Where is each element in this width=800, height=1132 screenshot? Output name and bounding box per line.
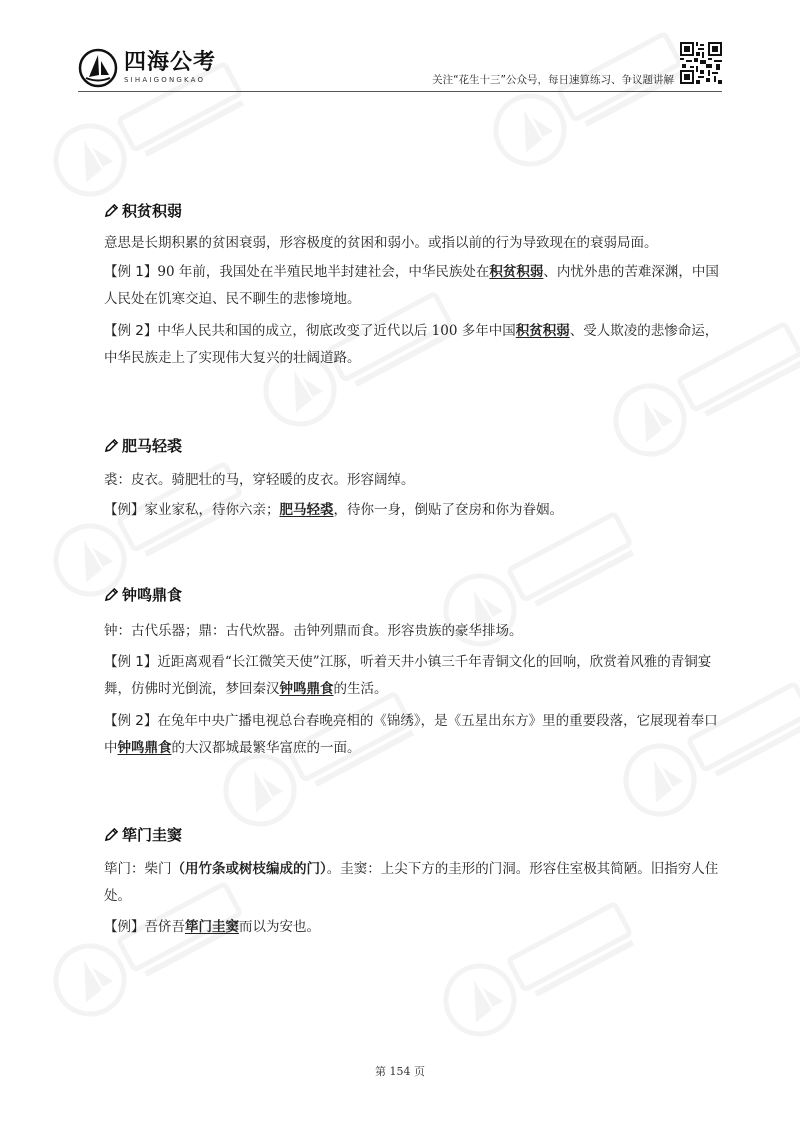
example-paragraph: 【例】吾侪吾筚门圭窦而以为安也。 bbox=[104, 919, 320, 935]
example-paragraph: 【例 2】在兔年中央广播电视总台春晚亮相的《锦绣》，是《五星出东方》里的重要段落，它展现着奉口中钟鸣鼎食的大汉都城最繁华富庶的一面。 bbox=[104, 713, 718, 756]
qr-code-icon bbox=[680, 42, 722, 84]
example-paragraph: 【例 1】90 年前，我国处在半殖民地半封建社会，中华民族处在积贫积弱、内忧外患的苦难深渊，中国人民处在饥寒交迫、民不聊生的悲惨境地。 bbox=[104, 264, 719, 307]
entry-title: 肥马轻裘 bbox=[104, 435, 182, 455]
pencil-icon bbox=[104, 827, 119, 842]
logo-chinese-name: 四海公考 bbox=[124, 50, 217, 75]
header-slogan: 关注“花生十三”公众号，每日速算练习、争议题讲解 bbox=[432, 74, 674, 86]
header-divider bbox=[78, 91, 722, 92]
entry-definition: 钟：古代乐器；鼎：古代炊器。击钟列鼎而食。形容贵族的豪华排场。 bbox=[104, 623, 523, 639]
keyword: 钟鸣鼎食 bbox=[279, 681, 334, 697]
example-paragraph: 【例 1】近距离观看“长江微笑天使”江豚，听着天井小镇三千年青铜文化的回响，欣赏着风雅的青铜宴舞，仿佛时光倒流，梦回秦汉钟鸣鼎食的生活。 bbox=[104, 654, 712, 697]
keyword: 钟鸣鼎食 bbox=[117, 740, 172, 756]
sailboat-logo-icon bbox=[78, 48, 118, 88]
entry-definition: 意思是长期积累的贫困衰弱，形容极度的贫困和弱小。或指以前的行为导致现在的衰弱局面。 bbox=[104, 235, 658, 251]
entry-title: 积贫积弱 bbox=[104, 200, 182, 220]
entry-title: 钟鸣鼎食 bbox=[104, 584, 182, 604]
entry-definition: 筚门：柴门（用竹条或树枝编成的门）。圭窦：上尖下方的圭形的门洞。形容住室极其简陋。旧指穷人住处。 bbox=[104, 861, 719, 904]
pencil-icon bbox=[104, 438, 119, 453]
example-paragraph: 【例 2】中华人民共和国的成立，彻底改变了近代以后 100 多年中国积贫积弱、受人欺凌的悲惨命运，中华民族走上了实现伟大复兴的壮阔道路。 bbox=[104, 323, 719, 366]
example-paragraph: 【例】家业家私，待你六亲；肥马轻裘，待你一身，倒贴了奁房和你为眷姻。 bbox=[104, 502, 563, 518]
page-number: 第 154 页 bbox=[375, 1065, 425, 1078]
keyword: 筚门圭窦 bbox=[185, 919, 239, 935]
keyword: 积贫积弱 bbox=[489, 264, 544, 280]
pencil-icon bbox=[104, 587, 119, 602]
keyword: 肥马轻裘 bbox=[279, 502, 334, 518]
logo-english-name: SIHAIGONGKAO bbox=[124, 76, 206, 84]
logo bbox=[78, 48, 216, 88]
keyword: 积贫积弱 bbox=[515, 323, 570, 339]
pencil-icon bbox=[104, 203, 119, 218]
page-header bbox=[78, 38, 722, 92]
entry-definition: 裘：皮衣。骑肥壮的马，穿轻暖的皮衣。形容阔绰。 bbox=[104, 472, 415, 488]
entry-title: 筚门圭窦 bbox=[104, 824, 182, 844]
